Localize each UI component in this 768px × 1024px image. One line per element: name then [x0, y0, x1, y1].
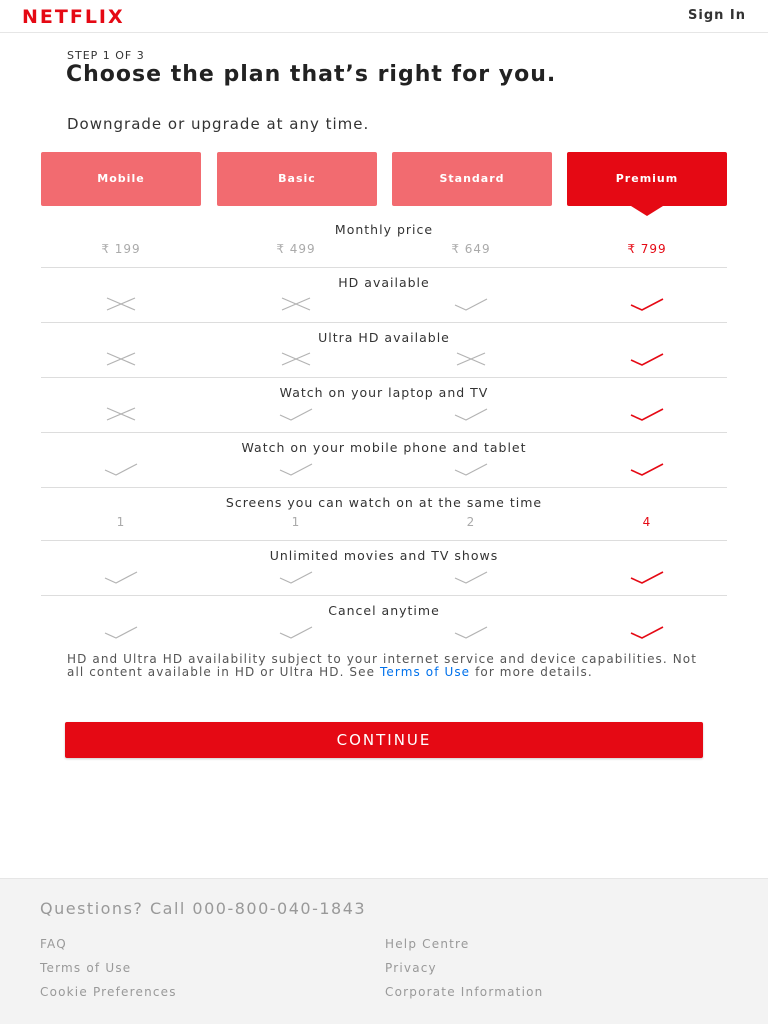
check-icon	[391, 406, 551, 422]
feature-label: Cancel anytime	[328, 603, 440, 618]
plan-value-premium: ₹ 799	[627, 242, 667, 256]
plan-value-standard: ₹ 649	[451, 242, 491, 256]
check-icon	[567, 624, 727, 640]
row-divider	[41, 540, 727, 541]
cross-icon	[216, 351, 376, 367]
plan-value-mobile: 1	[116, 515, 126, 529]
check-icon	[41, 624, 201, 640]
check-icon	[41, 569, 201, 585]
check-icon	[567, 406, 727, 422]
footer-link-faq[interactable]: FAQ	[40, 937, 67, 951]
plan-premium-button[interactable]: Premium	[567, 152, 727, 206]
cross-icon	[216, 296, 376, 312]
footer-link-terms[interactable]: Terms of Use	[40, 961, 132, 975]
plan-value-standard: 2	[466, 515, 476, 529]
check-icon	[567, 351, 727, 367]
check-icon	[567, 461, 727, 477]
sign-in-link[interactable]: Sign In	[688, 8, 746, 23]
monthly-price-label: Monthly price	[334, 222, 434, 237]
check-icon	[391, 569, 551, 585]
continue-button[interactable]: CONTINUE	[65, 722, 703, 758]
availability-disclaimer	[67, 653, 707, 679]
footer	[0, 878, 768, 1024]
feature-label: Unlimited movies and TV shows	[269, 548, 499, 563]
footer-phone[interactable]: Questions? Call 000-800-040-1843	[40, 899, 367, 918]
check-icon	[391, 296, 551, 312]
plan-value-basic: ₹ 499	[276, 242, 316, 256]
footer-link-help-centre[interactable]: Help Centre	[385, 937, 470, 951]
plan-mobile-button[interactable]: Mobile	[41, 152, 201, 206]
check-icon	[216, 624, 376, 640]
row-divider	[41, 377, 727, 378]
screens-label: Screens you can watch on at the same time	[225, 495, 543, 510]
page-title: Choose the plan that’s right for you.	[66, 62, 557, 87]
check-icon	[391, 624, 551, 640]
feature-label: HD available	[338, 275, 430, 290]
footer-link-cookie-preferences[interactable]: Cookie Preferences	[40, 985, 177, 999]
netflix-logo[interactable]: NETFLIX	[22, 6, 125, 28]
feature-label: Ultra HD available	[318, 330, 450, 345]
plan-value-premium: 4	[642, 515, 652, 529]
check-icon	[216, 569, 376, 585]
check-icon	[567, 296, 727, 312]
plan-standard-button[interactable]: Standard	[392, 152, 552, 206]
terms-of-use-link[interactable]: Terms of Use	[380, 665, 471, 679]
disclaimer-text-end: for more details.	[470, 665, 593, 679]
step-indicator: STEP 1 OF 3	[67, 49, 145, 62]
plan-value-mobile: ₹ 199	[101, 242, 141, 256]
row-divider	[41, 322, 727, 323]
plan-value-basic: 1	[291, 515, 301, 529]
cross-icon	[391, 351, 551, 367]
check-icon	[216, 461, 376, 477]
row-divider	[41, 267, 727, 268]
feature-label: Watch on your mobile phone and tablet	[241, 440, 527, 455]
footer-link-corporate-information[interactable]: Corporate Information	[385, 985, 544, 999]
cross-icon	[41, 351, 201, 367]
plan-basic-button[interactable]: Basic	[217, 152, 377, 206]
feature-label: Watch on your laptop and TV	[279, 385, 489, 400]
disclaimer-text: HD and Ultra HD availability subject to your internet service and device capabilities. Not all content available in HD or Ultra HD. See	[67, 652, 698, 679]
cross-icon	[41, 296, 201, 312]
row-divider	[41, 432, 727, 433]
check-icon	[41, 461, 201, 477]
cross-icon	[41, 406, 201, 422]
page-subtitle: Downgrade or upgrade at any time.	[67, 115, 370, 133]
check-icon	[391, 461, 551, 477]
header	[0, 0, 768, 33]
footer-link-privacy[interactable]: Privacy	[385, 961, 437, 975]
row-divider	[41, 487, 727, 488]
check-icon	[567, 569, 727, 585]
row-divider	[41, 595, 727, 596]
check-icon	[216, 406, 376, 422]
